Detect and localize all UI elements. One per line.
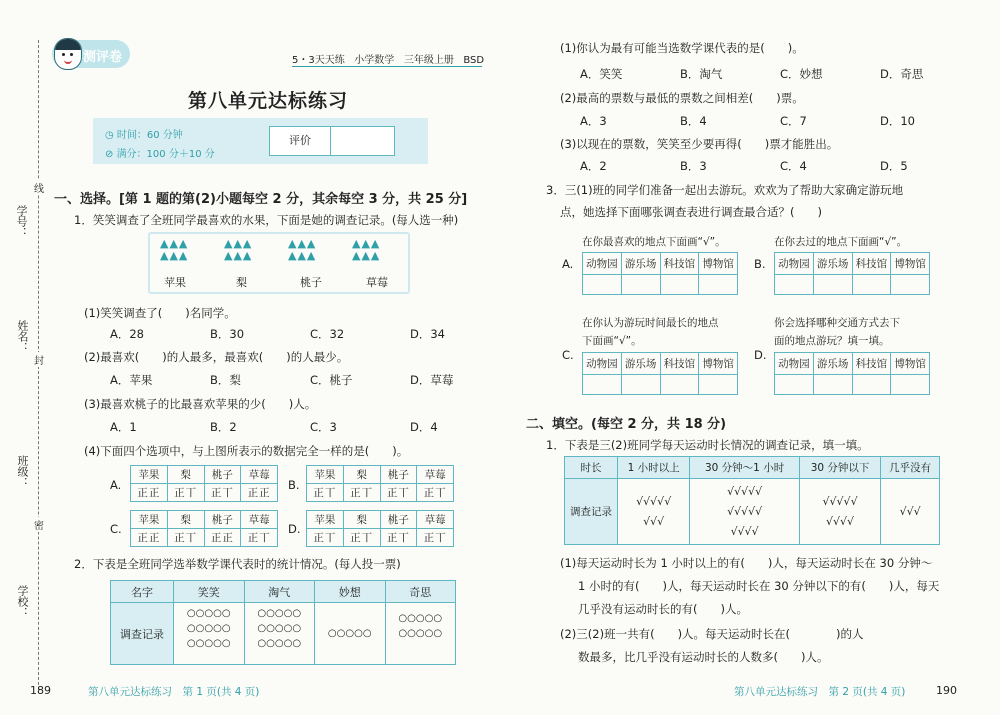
sport-header-under-30m: 30 分钟以下 [799, 457, 880, 479]
vote-cell-taoqi: ○○○○○ ○○○○○ ○○○○○ [244, 603, 315, 665]
q1-4-letter-b[interactable]: B. [288, 478, 300, 492]
fill-question-1: 1．下表是三(2)班同学每天运动时长情况的调查记录，填一填。 [546, 438, 869, 452]
q2-2-option-c[interactable]: C．7 [780, 114, 807, 128]
grade-name: 三年级上册 [403, 55, 454, 66]
survey-b-prompt: 在你去过的地点下面画“√”。 [774, 236, 908, 248]
info-box [93, 118, 428, 164]
q1-1-option-d[interactable]: D．34 [410, 327, 445, 341]
q1-1-option-b[interactable]: B．30 [210, 327, 245, 341]
subject-name: 小学数学 [354, 55, 395, 66]
sport-header-over-1h: 1 小时以上 [618, 457, 690, 479]
check-circle-icon: ⊘ [105, 149, 117, 160]
q1-2-option-b[interactable]: B．梨 [210, 373, 241, 387]
tally-table-b: 苹果 梨 桃子 草莓 正丅 正丅 正丅 正丅 [306, 465, 454, 502]
vote-cell-xiaoxiao: ○○○○○ ○○○○○ ○○○○○ [174, 603, 245, 665]
evaluation-box [269, 126, 395, 156]
q1-4-letter-d[interactable]: D. [288, 522, 301, 536]
vote-header-qisi: 奇思 [385, 581, 456, 603]
q1-2-option-d[interactable]: D．草莓 [410, 373, 454, 387]
q2-2-option-d[interactable]: D．10 [880, 114, 915, 128]
question-1-3: (3)最喜欢桃子的比最喜欢苹果的少( )人。 [84, 397, 317, 411]
margin-cut-mi: 密 [34, 517, 44, 532]
binding-margin [0, 0, 48, 715]
vote-header-name: 名字 [111, 581, 174, 603]
clock-icon: ◷ [105, 130, 117, 141]
survey-table-b: 在你去过的地点下面画“√”。 动物园 游乐场 科技馆 博物馆 [774, 232, 930, 295]
fruit-label-strawberry: 草莓 [366, 276, 388, 289]
survey-table-c: 在你认为游玩时间最长的地点 下面画“√”。 动物园 游乐场 科技馆 博物馆 [582, 314, 738, 395]
fill-1-1-line-b: 1 小时的有( )人，每天运动时长在 30 分钟以下的有( )人，每天 [578, 579, 940, 593]
question-2-1: (1)你认为最有可能当选数学课代表的是( )。 [560, 41, 804, 55]
survey-letter-a[interactable]: A. [562, 257, 574, 271]
survey-d-prompt-1: 你会选择哪种交通方式去下 [774, 317, 900, 329]
q2-1-option-d[interactable]: D．奇思 [880, 67, 924, 81]
vote-row-label: 调查记录 [111, 603, 174, 665]
question-3-line2: 点，她选择下面哪张调查表进行调查最合适？( ) [560, 205, 822, 219]
fill-1-2-line-b: 数最多，比几乎没有运动时长的人数多( )人。 [578, 650, 829, 664]
q1-2-option-a[interactable]: A．苹果 [110, 373, 153, 387]
tally-table-d: 苹果 梨 桃子 草莓 正丅 正丅 正丅 正丅 [306, 510, 454, 547]
survey-letter-b[interactable]: B. [754, 257, 766, 271]
question-2-3: (3)以现在的票数，笑笑至少要再得( )票才能胜出。 [560, 137, 839, 151]
question-1-4: (4)下面四个选项中，与上图所表示的数据完全一样的是( )。 [84, 444, 409, 458]
q2-3-option-d[interactable]: D．5 [880, 159, 908, 173]
right-page [520, 0, 990, 715]
vote-header-miaoxiang: 妙想 [315, 581, 386, 603]
sport-cell-none: √√√ [881, 479, 940, 545]
q2-3-option-b[interactable]: B．3 [680, 159, 707, 173]
header-rule [292, 66, 482, 67]
sport-header-duration: 时长 [565, 457, 618, 479]
q2-1-option-b[interactable]: B．淘气 [680, 67, 723, 81]
fruit-pictograph: ▲▲▲ ▲▲▲ ▲▲▲ ▲▲▲ ▲▲▲ ▲▲▲ ▲▲▲ ▲▲▲ 苹果 梨 桃子 草莓 [148, 232, 410, 294]
eval-input[interactable] [331, 127, 393, 155]
sport-cell-30m-1h: √√√√√ √√√√√ √√√√ [690, 479, 799, 545]
sport-cell-over-1h: √√√√√ √√√ [618, 479, 690, 545]
q2-3-option-a[interactable]: A．2 [580, 159, 607, 173]
q2-2-option-b[interactable]: B．4 [680, 114, 707, 128]
q2-3-option-c[interactable]: C．4 [780, 159, 807, 173]
question-3-line1: 3．三(1)班的同学们准备一起出去游玩。欢欢为了帮助大家确定游玩地 [546, 183, 904, 197]
question-2-2: (2)最高的票数与最低的票数之间相差( )票。 [560, 91, 804, 105]
q1-4-letter-c[interactable]: C. [110, 522, 122, 536]
margin-label-xuexiao: 学校： [16, 585, 29, 618]
survey-d-prompt-2: 面的地点游玩？填一填。 [774, 335, 890, 347]
vote-header-xiaoxiao: 笑笑 [174, 581, 245, 603]
survey-a-prompt: 在你最喜欢的地点下面画“√”。 [582, 236, 726, 248]
q1-2-option-c[interactable]: C．桃子 [310, 373, 353, 387]
sport-header-none: 几乎没有 [881, 457, 940, 479]
badge [52, 40, 130, 68]
score-info: ⊘ 满分：100 分＋10 分 [105, 149, 215, 160]
fill-1-1-line-c: 几乎没有运动时长的有( )人。 [578, 602, 748, 616]
margin-cut-feng: 封 [34, 352, 44, 367]
time-info: ◷ 时间：60 分钟 [105, 130, 183, 141]
sport-table [564, 456, 940, 545]
vote-cell-qisi: ○○○○○ ○○○○○ [385, 603, 456, 665]
q2-1-option-c[interactable]: C．妙想 [780, 67, 823, 81]
sport-row-label: 调查记录 [565, 479, 618, 545]
left-page [30, 0, 500, 715]
margin-label-xingming: 姓名： [16, 320, 29, 353]
page-title: 第八单元达标练习 [188, 90, 349, 112]
q1-4-letter-a[interactable]: A. [110, 478, 122, 492]
left-footer: 第八单元达标练习 第 1 页(共 4 页) [88, 686, 260, 698]
right-page-number: 190 [936, 684, 957, 697]
fill-1-1-line-a: (1)每天运动时长为 1 小时以上的有( )人，每天运动时长在 30 分钟～ [560, 556, 933, 570]
left-page-number: 189 [30, 684, 51, 697]
survey-c-prompt-1: 在你认为游玩时间最长的地点 [582, 317, 719, 329]
fruit-label-peach: 桃子 [300, 276, 322, 289]
survey-c-prompt-2: 下面画“√”。 [582, 335, 642, 347]
section-1-heading: 一、选择。[第 1 题的第(2)小题每空 2 分，其余每空 3 分，共 25 分] [54, 192, 468, 207]
q2-2-option-a[interactable]: A．3 [580, 114, 607, 128]
question-1-2: (2)最喜欢( )的人最多，最喜欢( )的人最少。 [84, 350, 349, 364]
book-header [292, 51, 484, 66]
q1-3-option-a[interactable]: A．1 [110, 420, 137, 434]
q2-1-option-a[interactable]: A．笑笑 [580, 67, 623, 81]
question-1: 1．笑笑调查了全班同学最喜欢的水果，下面是她的调查记录。(每人选一种) [74, 213, 459, 227]
fruit-label-apple: 苹果 [164, 276, 186, 289]
vote-table [110, 580, 456, 665]
section-2-heading: 二、填空。(每空 2 分，共 18 分) [526, 417, 727, 432]
margin-label-banji: 班级： [16, 455, 29, 488]
survey-letter-c[interactable]: C. [562, 348, 574, 362]
q1-1-option-a[interactable]: A．28 [110, 327, 145, 341]
survey-table-d: 你会选择哪种交通方式去下 面的地点游玩？填一填。 动物园 游乐场 科技馆 博物馆 [774, 314, 930, 395]
series-name: 5・3天天练 [292, 55, 345, 66]
question-2: 2．下表是全班同学选举数学课代表时的统计情况。(每人投一票) [74, 557, 401, 571]
eval-label: 评价 [270, 127, 331, 155]
right-footer: 第八单元达标练习 第 2 页(共 4 页) [734, 686, 906, 698]
question-1-1: (1)笑笑调查了( )名同学。 [84, 306, 236, 320]
tally-table-c: 苹果 梨 桃子 草莓 正正 正丅 正正 正丅 [130, 510, 278, 547]
q1-3-option-c[interactable]: C．3 [310, 420, 337, 434]
q1-3-option-d[interactable]: D．4 [410, 420, 438, 434]
margin-cut-xian: 线 [34, 180, 44, 195]
fruit-label-pear: 梨 [236, 276, 247, 289]
fill-1-2-line-a: (2)三(2)班一共有( )人。每天运动时长在( )的人 [560, 627, 864, 641]
sport-cell-under-30m: √√√√√ √√√√ [799, 479, 880, 545]
q1-1-option-c[interactable]: C．32 [310, 327, 345, 341]
kid-mascot-icon [54, 38, 82, 70]
vote-header-taoqi: 淘气 [244, 581, 315, 603]
edition-name: BSD [463, 55, 485, 66]
margin-label-xuehao: 学号： [15, 205, 28, 238]
survey-table-a: 在你最喜欢的地点下面画“√”。 动物园 游乐场 科技馆 博物馆 [582, 232, 738, 295]
tally-table-a: 苹果 梨 桃子 草莓 正正 正丅 正丅 正正 [130, 465, 278, 502]
badge-label: 测评卷 [83, 50, 123, 65]
sport-header-30m-1h: 30 分钟～1 小时 [690, 457, 799, 479]
survey-letter-d[interactable]: D. [754, 348, 767, 362]
vote-cell-miaoxiang: ○○○○○ [315, 603, 386, 665]
q1-3-option-b[interactable]: B．2 [210, 420, 237, 434]
